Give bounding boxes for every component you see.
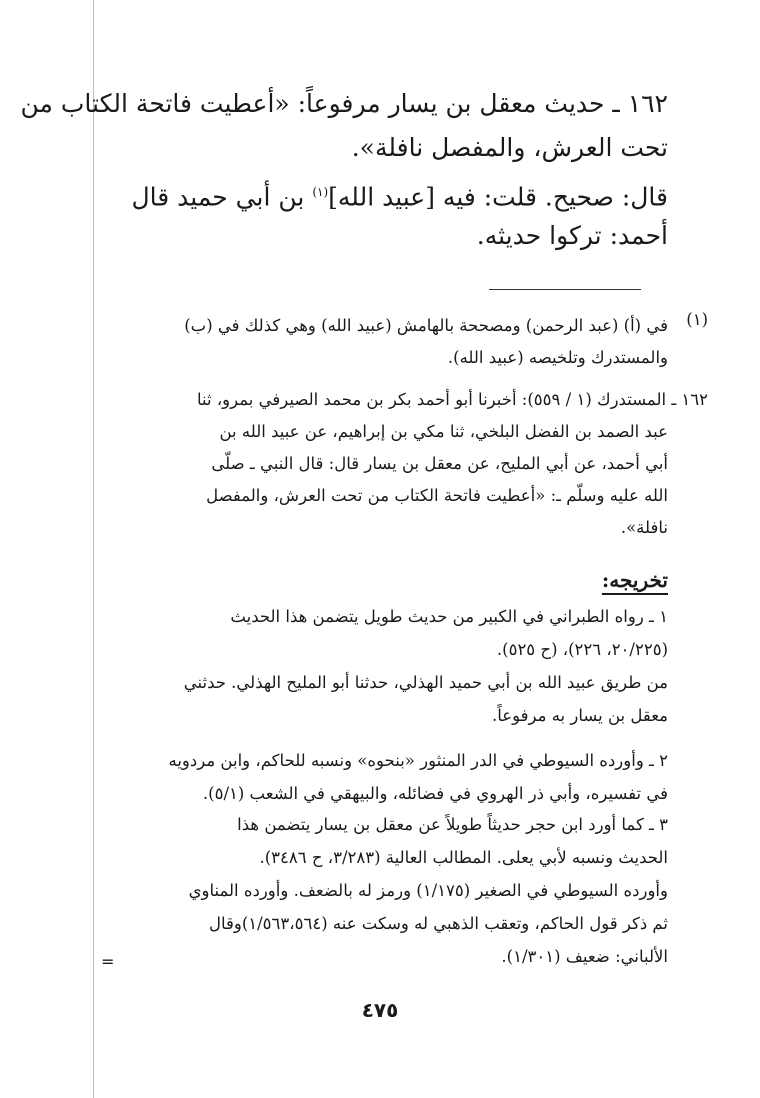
takhrij-p1-line-1: ١ ـ رواه الطبراني في الكبير من حديث طويل يتضمن هذا الحديث bbox=[230, 607, 668, 626]
footnote-row bbox=[88, 310, 708, 342]
mustadrak-line-1: ١٦٢ ـ المستدرك (١ / ٥٥٩): أخبرنا أبو أحمد بكر بن محمد الصيرفي بمرو، ثنا bbox=[196, 390, 708, 409]
footnote-line-2: والمستدرك وتلخيصه (عبيد الله). bbox=[447, 348, 668, 367]
page-number: ٤٧٥ bbox=[361, 998, 399, 1022]
takhrij-para-3 bbox=[88, 808, 668, 973]
ruling-text bbox=[108, 170, 668, 258]
takhrij-p3-line-2: الحديث ونسبه لأبي يعلى. المطالب العالية (٣/٢٨٣، ح ٣٤٨٦). bbox=[259, 848, 668, 867]
ruling-line-1-b: بن أبي حميد قال bbox=[131, 182, 313, 212]
footnote-line-1: في (أ) (عبد الرحمن) ومصححة بالهامش (عبيد الله) وهي كذلك في (ب) bbox=[184, 316, 668, 335]
footnote-ref: (١) bbox=[312, 185, 329, 199]
mustadrak-line-5: نافلة». bbox=[620, 518, 668, 537]
takhrij-p1-line-3: من طريق عبيد الله بن أبي حميد الهذلي، حدثنا أبو المليح الهذلي. حدثني bbox=[183, 673, 668, 692]
takhrij-p1-line-2: (٢٠/٢٢٥، ٢٢٦)، (ح ٥٢٥). bbox=[496, 640, 668, 659]
mustadrak-line-4: الله عليه وسلّم ـ: «أعطيت فاتحة الكتاب من تحت العرش، والمفصل bbox=[206, 486, 668, 505]
ruling-line-1 bbox=[108, 170, 668, 214]
takhrij-p3-line-1: ٣ ـ كما أورد ابن حجر حديثاً طويلاً عن معقل بن يسار يتضمن هذا bbox=[237, 815, 668, 834]
takhrij-p3-line-5: الألباني: ضعيف (١/٣٠١). bbox=[501, 947, 668, 966]
takhrij-para-2 bbox=[88, 744, 668, 810]
takhrij-heading: تخريجه: bbox=[601, 568, 668, 592]
mustadrak-source bbox=[88, 384, 708, 544]
footnote-number: (١) bbox=[686, 310, 708, 329]
hadith-line-1: ١٦٢ ـ حديث معقل بن يسار مرفوعاً: «أعطيت فاتحة الكتاب من bbox=[20, 89, 668, 118]
mustadrak-line-2: عبد الصمد بن الفضل البلخي، ثنا مكي بن إبراهيم، عن عبيد الله بن bbox=[219, 422, 668, 441]
footnote-divider bbox=[489, 289, 641, 290]
footnote bbox=[88, 310, 708, 374]
ruling-line-2: أحمد: تركوا حديثه. bbox=[476, 221, 668, 250]
ruling-line-1-a: قال: صحيح. قلت: فيه [عبيد الله] bbox=[328, 182, 668, 212]
takhrij-p3-line-4: ثم ذكر قول الحاكم، وتعقب الذهبي له وسكت عنه (١/٥٦٣،٥٦٤)وقال bbox=[208, 914, 668, 933]
hadith-line-2: تحت العرش، والمفصل نافلة». bbox=[351, 133, 668, 162]
takhrij-para-1 bbox=[88, 600, 668, 732]
continuation-mark: = bbox=[101, 952, 115, 971]
takhrij-p2-line-1: ٢ ـ وأورده السيوطي في الدر المنثور «بنحوه» ونسبه للحاكم، وابن مردويه bbox=[168, 751, 668, 770]
takhrij-p2-line-2: في تفسيره، وأبي ذر الهروي في فضائله، والبيهقي في الشعب (٥/١). bbox=[202, 784, 668, 803]
main-text bbox=[20, 82, 668, 170]
takhrij-p1-line-4: معقل بن يسار به مرفوعاً. bbox=[492, 706, 668, 725]
mustadrak-line-3: أبي أحمد، عن أبي المليح، عن معقل بن يسار قال: قال النبي ـ صلّى bbox=[211, 454, 668, 473]
takhrij-p3-line-3: وأورده السيوطي في الصغير (١/١٧٥) ورمز له بالضعف. وأورده المناوي bbox=[188, 881, 668, 900]
